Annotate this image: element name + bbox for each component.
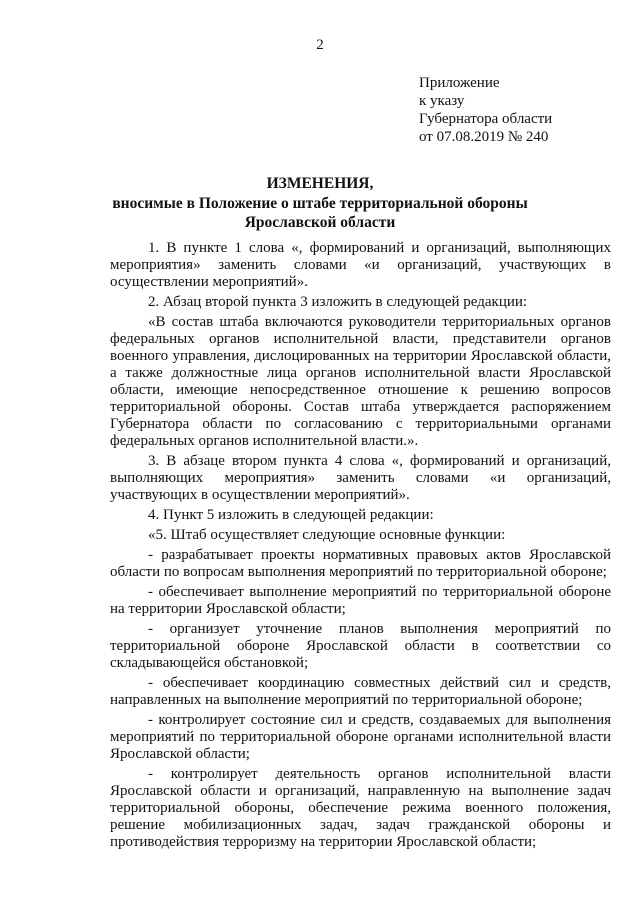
paragraph: 4. Пункт 5 изложить в следующей редакции: <box>148 507 434 523</box>
appendix-line: от 07.08.2019 № 240 <box>419 129 549 145</box>
paragraph: «5. Штаб осуществляет следующие основные функции: <box>148 527 506 543</box>
title-line: ИЗМЕНЕНИЯ, <box>266 175 374 192</box>
document-title <box>0 174 640 233</box>
appendix-line: Приложение <box>419 75 500 91</box>
paragraph: 1. В пункте 1 слова «, формирований и организаций, выполняющих мероприятия» заменить словами «и организаций, участвующих в осуществлении мероприятий». <box>110 240 611 290</box>
appendix-line: Губернатора области <box>419 111 553 127</box>
paragraph: - контролирует деятельность органов исполнительной власти Ярославской области и организаций, направленную на выполнение задач территориальной обороны, обеспечение режима военного положения, решение мобилизационных задач, задач гражданской обороны и противодействия терроризму на территории Ярославской области; <box>110 766 611 850</box>
paragraph: 2. Абзац второй пункта 3 изложить в следующей редакции: <box>148 294 528 310</box>
document-body <box>110 240 611 854</box>
paragraph: 3. В абзаце втором пункта 4 слова «, формирований и организаций, выполняющих мероприятия» заменить словами «и организаций, участвующих в осуществлении мероприятий». <box>110 453 611 503</box>
paragraph: - разрабатывает проекты нормативных правовых актов Ярославской области по вопросам выполнения мероприятий по территориальной обороне; <box>110 547 611 580</box>
paragraph: - организует уточнение планов выполнения мероприятий по территориальной обороне Ярославской области в соответствии со складывающейся обстановкой; <box>110 621 611 671</box>
paragraph: «В состав штаба включаются руководители территориальных органов федеральных органов исполнительной власти, представители органов военного управления, дислоцированных на территории Ярославской области, а также должностные лица органов исполнительной власти Ярославской области, имеющие непосредственное отношение к решению вопросов территориальной обороны. Состав штаба утверждается распоряжением Губернатора области по согласованию с территориальными органами федеральных органов исполнительной власти.». <box>110 314 611 449</box>
paragraph: - контролирует состояние сил и средств, создаваемых для выполнения мероприятий по территориальной обороне органами исполнительной власти Ярославской области; <box>110 712 611 762</box>
page-number: 2 <box>316 37 324 53</box>
paragraph: - обеспечивает координацию совместных действий сил и средств, направленных на выполнение мероприятий по территориальной обороне; <box>110 675 611 708</box>
paragraph: - обеспечивает выполнение мероприятий по территориальной обороне на территории Ярославской области; <box>110 584 611 617</box>
appendix-block <box>419 74 552 146</box>
appendix-line: к указу <box>419 93 465 109</box>
title-line: Ярославской области <box>244 214 396 231</box>
title-line: вносимые в Положение о штабе территориальной обороны <box>112 194 528 212</box>
